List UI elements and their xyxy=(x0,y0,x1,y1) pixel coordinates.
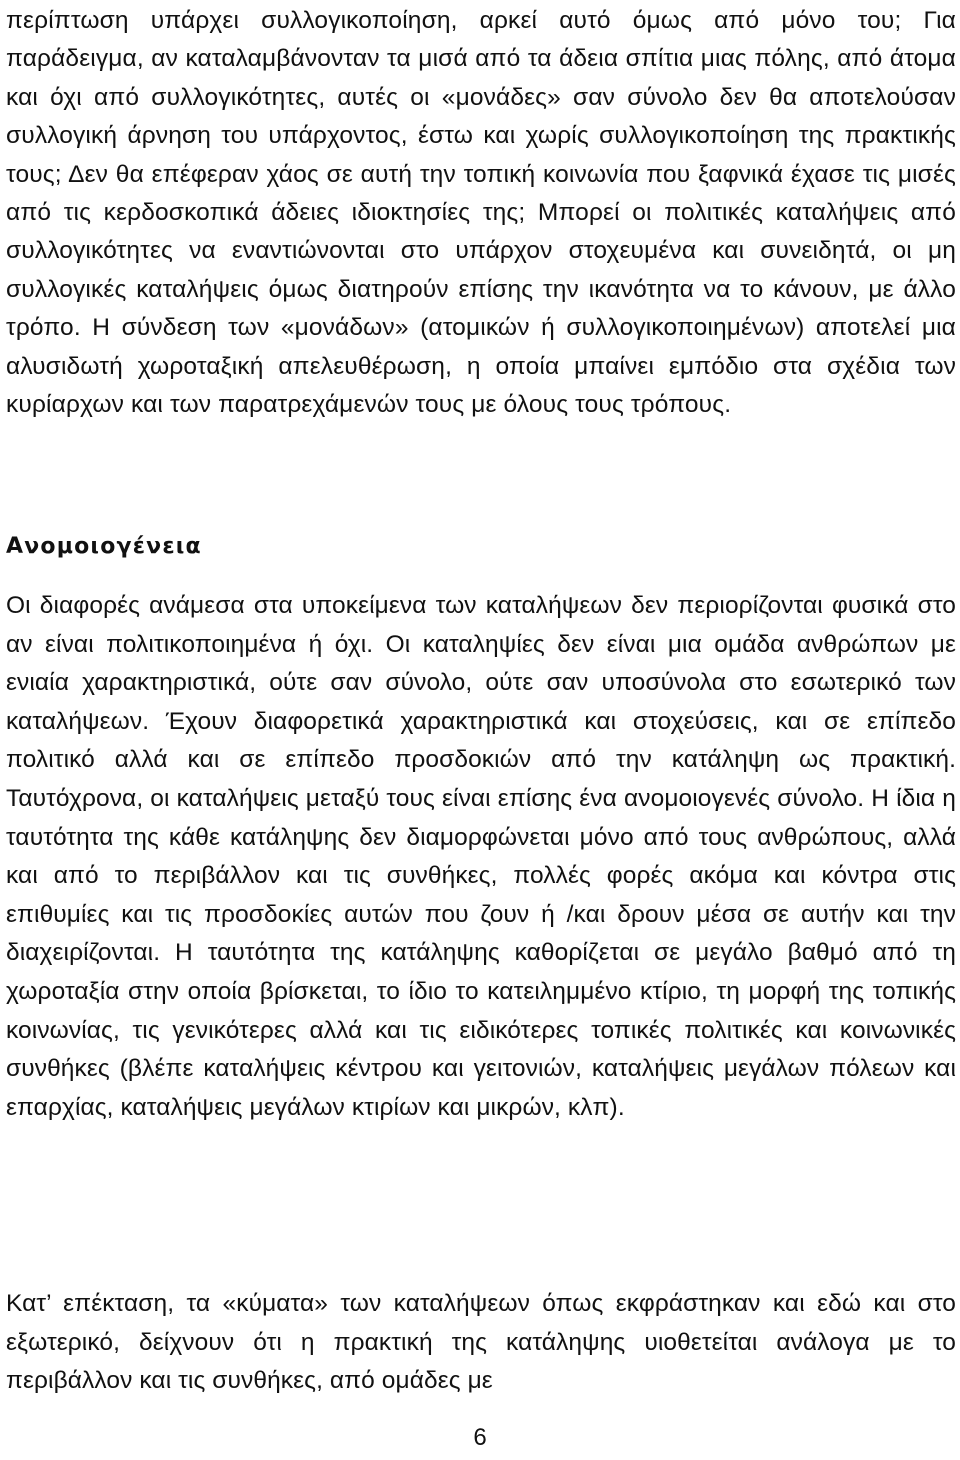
section-heading: Ανομοιογένεια xyxy=(6,534,202,559)
paragraph-heterogeneity: Οι διαφορές ανάμεσα στα υποκείμενα των καταλήψεων δεν περιορίζονται φυσικά στο αν είναι πολιτικοποιημένα ή όχι. Οι καταληψίες δεν είναι μια ομάδα ανθρώπων με ενιαία χαρακτηριστικά, ούτε σαν σύνολο, ούτε σαν υποσύνολα στο εσωτερικό των καταλήψεων. Έχουν διαφορετικά χαρακτηριστικά και στοχεύσεις, και σε επίπεδο πολιτικό αλλά και σε επίπεδο προσδοκιών από την κατάληψη ως πρακτική. Ταυτόχρονα, οι καταλήψεις μεταξύ τους είναι επίσης ένα ανομοιογενές σύνολο. Η ίδια η ταυτότητα της κάθε κατάληψης δεν διαμορφώνεται μόνο από τους ανθρώπους, αλλά και από το περιβάλλον και τις συνθήκες, πολλές φορές ακόμα και κόντρα στις επιθυμίες και τις προσδοκίες αυτών που ζουν ή /και δρουν μέσα σε αυτήν και την διαχειρίζονται. Η ταυτότητα της κατάληψης καθορίζεται σε μεγάλο βαθμό από τη χωροταξία στην οποία βρίσκεται, το ίδιο το κατειλημμένο κτίριο, τη μορφή της τοπικής κοινωνίας, τις γενικότερες αλλά και τις ειδικότερες τοπικές πολιτικές και κοινωνικές συνθήκες (βλέπε καταλήψεις κέντρου και γειτονιών, καταλήψεις μεγάλων πόλεων και επαρχίας, καταλήψεις μεγάλων κτιρίων και μικρών, κλπ). xyxy=(6,592,956,1121)
page-number: 6 xyxy=(473,1424,487,1451)
paragraph-intro: περίπτωση υπάρχει συλλογικοποίηση, αρκεί αυτό όμως από μόνο του; Για παράδειγμα, αν καταλαμβάνονταν τα μισά από τα άδεια σπίτια μιας πόλης, από άτομα και όχι από συλλογικότητες, αυτές οι «μονάδες» σαν σύνολο δεν θα αποτελούσαν συλλογική άρνηση του υπάρχοντος, έστω και χωρίς συλλογικοποίηση της πρακτικής τους; Δεν θα επέφεραν χάος σε αυτή την τοπική κοινωνία που ξαφνικά έχασε τις μισές από τις κερδοσκοπικά άδειες ιδιοκτησίες της; Μπορεί οι πολιτικές καταλήψεις από συλλογικότητες να εναντιώνονται στο υπάρχον στοχευμένα και συνειδητά, οι μη συλλογικές καταλήψεις όμως διατηρούν επίσης την ικανότητα να το κάνουν, με άλλο τρόπο. Η σύνδεση των «μονάδων» (ατομικών ή συλλογικοποιημένων) αποτελεί μια αλυσιδωτή χωροταξική απελευθέρωση, η οποία μπαίνει εμπόδιο στα σχέδια των κυρίαρχων και των παρατρεχάμενών τους με όλους τους τρόπους. xyxy=(6,7,956,419)
paragraph-extension: Κατ’ επέκταση, τα «κύματα» των καταλήψεων όπως εκφράστηκαν και εδώ και στο εξωτερικό, δείχνουν ότι η πρακτική της κατάληψης υιοθετείται ανάλογα με το περιβάλλον και τις συνθήκες, από ομάδες με xyxy=(6,1290,956,1395)
